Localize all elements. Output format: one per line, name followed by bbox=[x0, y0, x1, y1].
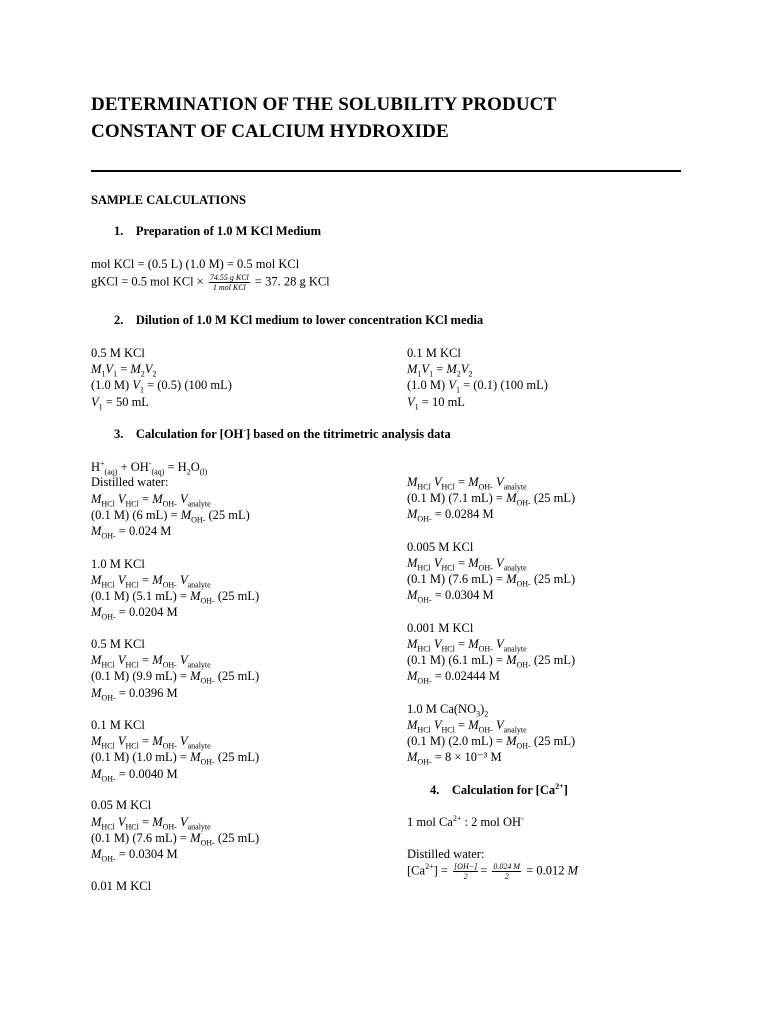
oh-block-05m-label: 0.5 M KCl bbox=[91, 637, 145, 651]
document-title-line1: DETERMINATION OF THE SOLUBILITY PRODUCT bbox=[91, 94, 557, 115]
document-title-line2: CONSTANT OF CALCIUM HYDROXIDE bbox=[91, 121, 449, 142]
section-2-heading: 2. Dilution of 1.0 M KCl medium to lower concentration KCl media bbox=[114, 313, 484, 327]
oh-block-001m-label: 0.01 M KCl bbox=[91, 879, 152, 893]
value-over-2-fraction: $\frac{0.024 M}{2}$ bbox=[493, 862, 521, 881]
oh-block-distilled-result: $M_{OH-} = 0.024$ M bbox=[91, 524, 172, 541]
oh-block-0001m-formula: $M_{HCl}$ $V_{HCl} = M_{OH-}$ $V_{analyte}$ bbox=[407, 637, 527, 654]
dilution-05-result: $V_1 = 50$ mL bbox=[91, 395, 149, 412]
dilution-05-substitution: (1.0 M) $V_1 = (0.5)$ (100 mL) bbox=[91, 378, 232, 395]
dilution-01-label: 0.1 M KCl bbox=[407, 346, 461, 360]
ca-distilled-label: Distilled water: bbox=[407, 847, 485, 861]
oh-block-cano3-formula: $M_{HCl}$ $V_{HCl} = M_{OH-}$ $V_{analyte}$ bbox=[407, 718, 527, 735]
oh-block-01m-label: 0.1 M KCl bbox=[91, 718, 145, 732]
oh-block-001m-calc: (0.1 M) (7.1 $mL) = M_{OH-}$ (25 mL) bbox=[407, 491, 576, 508]
oh-block-05m-result: $M_{OH-} = 0.0396$ M bbox=[91, 686, 178, 703]
oh-block-1m-calc: (0.1 M) (5.1 $mL) = M_{OH-}$ (25 mL) bbox=[91, 589, 260, 606]
section-3-heading: 3. Calculation for [OH-] based on the titrimetric analysis data bbox=[114, 425, 451, 441]
oh-block-0005m-calc: (0.1 M) (7.6 $mL) = M_{OH-}$ (25 mL) bbox=[407, 572, 576, 589]
oh-block-distilled-formula: $M_{HCl}$ $V_{HCl} = M_{OH-}$ $V_{analyte}$ bbox=[91, 492, 211, 509]
oh-block-05m-calc: (0.1 M) (9.9 $mL) = M_{OH-}$ (25 mL) bbox=[91, 669, 260, 686]
oh-over-2-fraction: $\frac{[OH-]}{2}$ bbox=[454, 862, 478, 881]
oh-block-0005m-result: $M_{OH-} = 0.0304$ M bbox=[407, 588, 494, 605]
oh-block-cano3-label: 1.0 M $Ca(NO_3)_2$ bbox=[407, 702, 489, 719]
section-1-heading: 1. Preparation of 1.0 M KCl Medium bbox=[114, 224, 322, 238]
mol-kcl-equation: mol KCl = (0.5 L) (1.0 M) = 0.5 mol KCl bbox=[91, 257, 300, 271]
ca-concentration-equation: $[Ca^{2+}]$ = $\frac{[OH-]}{2}$ = $\frac{0.024 M}{2}$ = 0.012 M bbox=[407, 862, 579, 881]
oh-block-005m-formula: $M_{HCl}$ $V_{HCl} = M_{OH-}$ $V_{analyte}$ bbox=[91, 815, 211, 832]
oh-block-0001m-result: $M_{OH-} = 0.02444$ M bbox=[407, 669, 500, 686]
oh-block-0001m-label: 0.001 M KCl bbox=[407, 621, 474, 635]
oh-block-005m-label: 0.05 M KCl bbox=[91, 798, 152, 812]
oh-block-005m-result: $M_{OH-} = 0.0304$ M bbox=[91, 847, 178, 864]
title-divider bbox=[91, 170, 681, 172]
molar-mass-fraction: $\frac{\text{74.55 g KCl}}{\text{1 mol KCl}}$ bbox=[209, 273, 249, 292]
oh-block-005m-calc: (0.1 M) (7.6 $mL) = M_{OH-}$ (25 mL) bbox=[91, 831, 260, 848]
oh-block-cano3-result: $M_{OH-} = 8 \times 10^{-3}$ M bbox=[407, 750, 502, 767]
oh-block-cano3-calc: (0.1 M) (2.0 $mL) = M_{OH-}$ (25 mL) bbox=[407, 734, 576, 751]
oh-block-01m-calc: (0.1 M) (1.0 $mL) = M_{OH-}$ (25 mL) bbox=[91, 750, 260, 767]
neutralization-reaction: $H^+_{(aq)} + OH^-_{(aq)} = H_2O_{(l)}$ bbox=[91, 458, 208, 477]
oh-block-1m-label: 1.0 M KCl bbox=[91, 557, 145, 571]
dilution-01-formula: $M_1V_1 = M_2V_2$ bbox=[407, 362, 473, 379]
oh-block-001m-result: $M_{OH-} = 0.0284$ M bbox=[407, 507, 494, 524]
dilution-01-result: $V_1 = 10$ mL bbox=[407, 395, 465, 412]
oh-block-0005m-formula: $M_{HCl}$ $V_{HCl} = M_{OH-}$ $V_{analyte}$ bbox=[407, 556, 527, 573]
oh-block-distilled-calc: (0.1 M) (6 $mL) = M_{OH-}$ (25 mL) bbox=[91, 508, 250, 525]
oh-block-001m-formula: $M_{HCl}$ $V_{HCl} = M_{OH-}$ $V_{analyte}$ bbox=[407, 475, 527, 492]
dilution-05-label: 0.5 M KCl bbox=[91, 346, 145, 360]
oh-block-01m-formula: $M_{HCl}$ $V_{HCl} = M_{OH-}$ $V_{analyte}$ bbox=[91, 734, 211, 751]
oh-block-1m-formula: $M_{HCl}$ $V_{HCl} = M_{OH-}$ $V_{analyte}$ bbox=[91, 573, 211, 590]
sample-calculations-heading: SAMPLE CALCULATIONS bbox=[91, 193, 246, 207]
oh-block-01m-result: $M_{OH-} = 0.0040$ M bbox=[91, 767, 178, 784]
oh-block-0001m-calc: (0.1 M) (6.1 $mL) = M_{OH-}$ (25 mL) bbox=[407, 653, 576, 670]
oh-block-1m-result: $M_{OH-} = 0.0204$ M bbox=[91, 605, 178, 622]
dilution-05-formula: $M_1V_1 = M_2V_2$ bbox=[91, 362, 157, 379]
oh-block-distilled-label: Distilled water: bbox=[91, 475, 169, 489]
section-4-heading: 4. Calculation for $[Ca^{2+}]$ bbox=[430, 781, 568, 797]
oh-block-0005m-label: 0.005 M KCl bbox=[407, 540, 474, 554]
mole-ratio-line: 1 mol $Ca^{2+}$ : 2 mol OH- bbox=[407, 813, 524, 829]
dilution-01-substitution: (1.0 M) $V_1 = (0.1)$ (100 mL) bbox=[407, 378, 548, 395]
oh-block-05m-formula: $M_{HCl}$ $V_{HCl} = M_{OH-}$ $V_{analyte}$ bbox=[91, 653, 211, 670]
grams-kcl-equation: gKCl = 0.5 mol KCl × $\frac{\text{74.55 g KCl}}{\text{1 mol KCl}}$ = 37. 28 g KCl bbox=[91, 273, 330, 292]
